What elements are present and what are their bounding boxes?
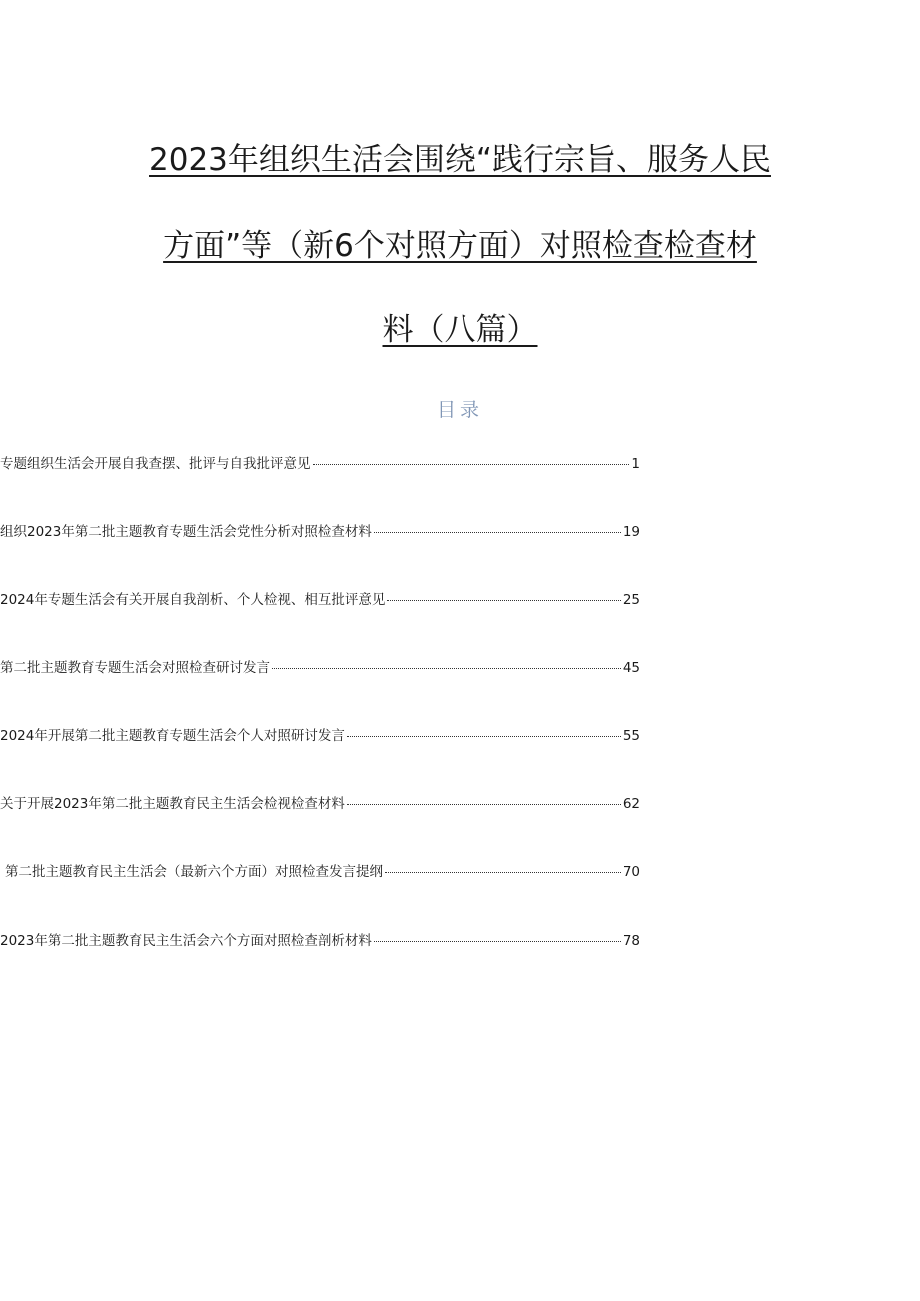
toc-leader-dots [385,872,621,873]
toc-entry-label: 组织2023年第二批主题教育专题生活会党性分析对照检查材料 [0,524,372,540]
toc-entry-page: 62 [622,796,640,812]
toc-entry-label: 关于开展2023年第二批主题教育民主生活会检视检查材料 [0,796,345,812]
toc-entry-label: 第二批主题教育民主生活会（最新六个方面）对照检查发言提纲 [5,864,383,880]
toc-leader-dots [272,668,621,669]
toc-leader-dots [387,600,620,601]
toc-entry[interactable] [0,656,640,680]
toc-entry[interactable] [0,792,640,816]
toc-leader-dots [347,736,621,737]
toc-leader-dots [374,941,621,942]
toc-leader-dots [313,464,630,465]
toc-entry-page: 1 [631,456,640,472]
toc-entry-page: 25 [622,592,640,608]
toc-entry-label: 2024年开展第二批主题教育专题生活会个人对照研讨发言 [0,728,345,744]
toc-heading: 目录 [436,399,483,421]
toc-entry-label: 2023年第二批主题教育民主生活会六个方面对照检查剖析材料 [0,933,372,949]
toc-entry-page: 19 [622,524,640,540]
toc-entry-page: 55 [622,728,640,744]
toc-entry[interactable] [0,588,640,612]
toc-entry[interactable] [0,929,640,953]
toc-entry-page: 45 [622,660,640,676]
document-title-line-1: 2023年组织生活会围绕“践行宗旨、服务人民 [149,142,771,178]
document-title-line-2: 方面”等（新6个对照方面）对照检查检查材 [163,228,757,264]
toc-entry-page: 78 [622,933,640,949]
toc-entry-label: 2024年专题生活会有关开展自我剖析、个人检视、相互批评意见 [0,592,386,608]
toc-entry[interactable] [0,452,640,476]
document-title-line-3: 料（八篇） [382,312,538,348]
toc-entry[interactable] [0,724,640,748]
toc-entry[interactable] [0,520,640,544]
toc-entry[interactable] [5,860,640,884]
toc-entry-label: 第二批主题教育专题生活会对照检查研讨发言 [0,660,270,676]
toc-entry-label: 专题组织生活会开展自我查摆、批评与自我批评意见 [0,456,311,472]
toc-entry-page: 70 [622,864,640,880]
toc-leader-dots [374,532,621,533]
toc-leader-dots [347,804,621,805]
